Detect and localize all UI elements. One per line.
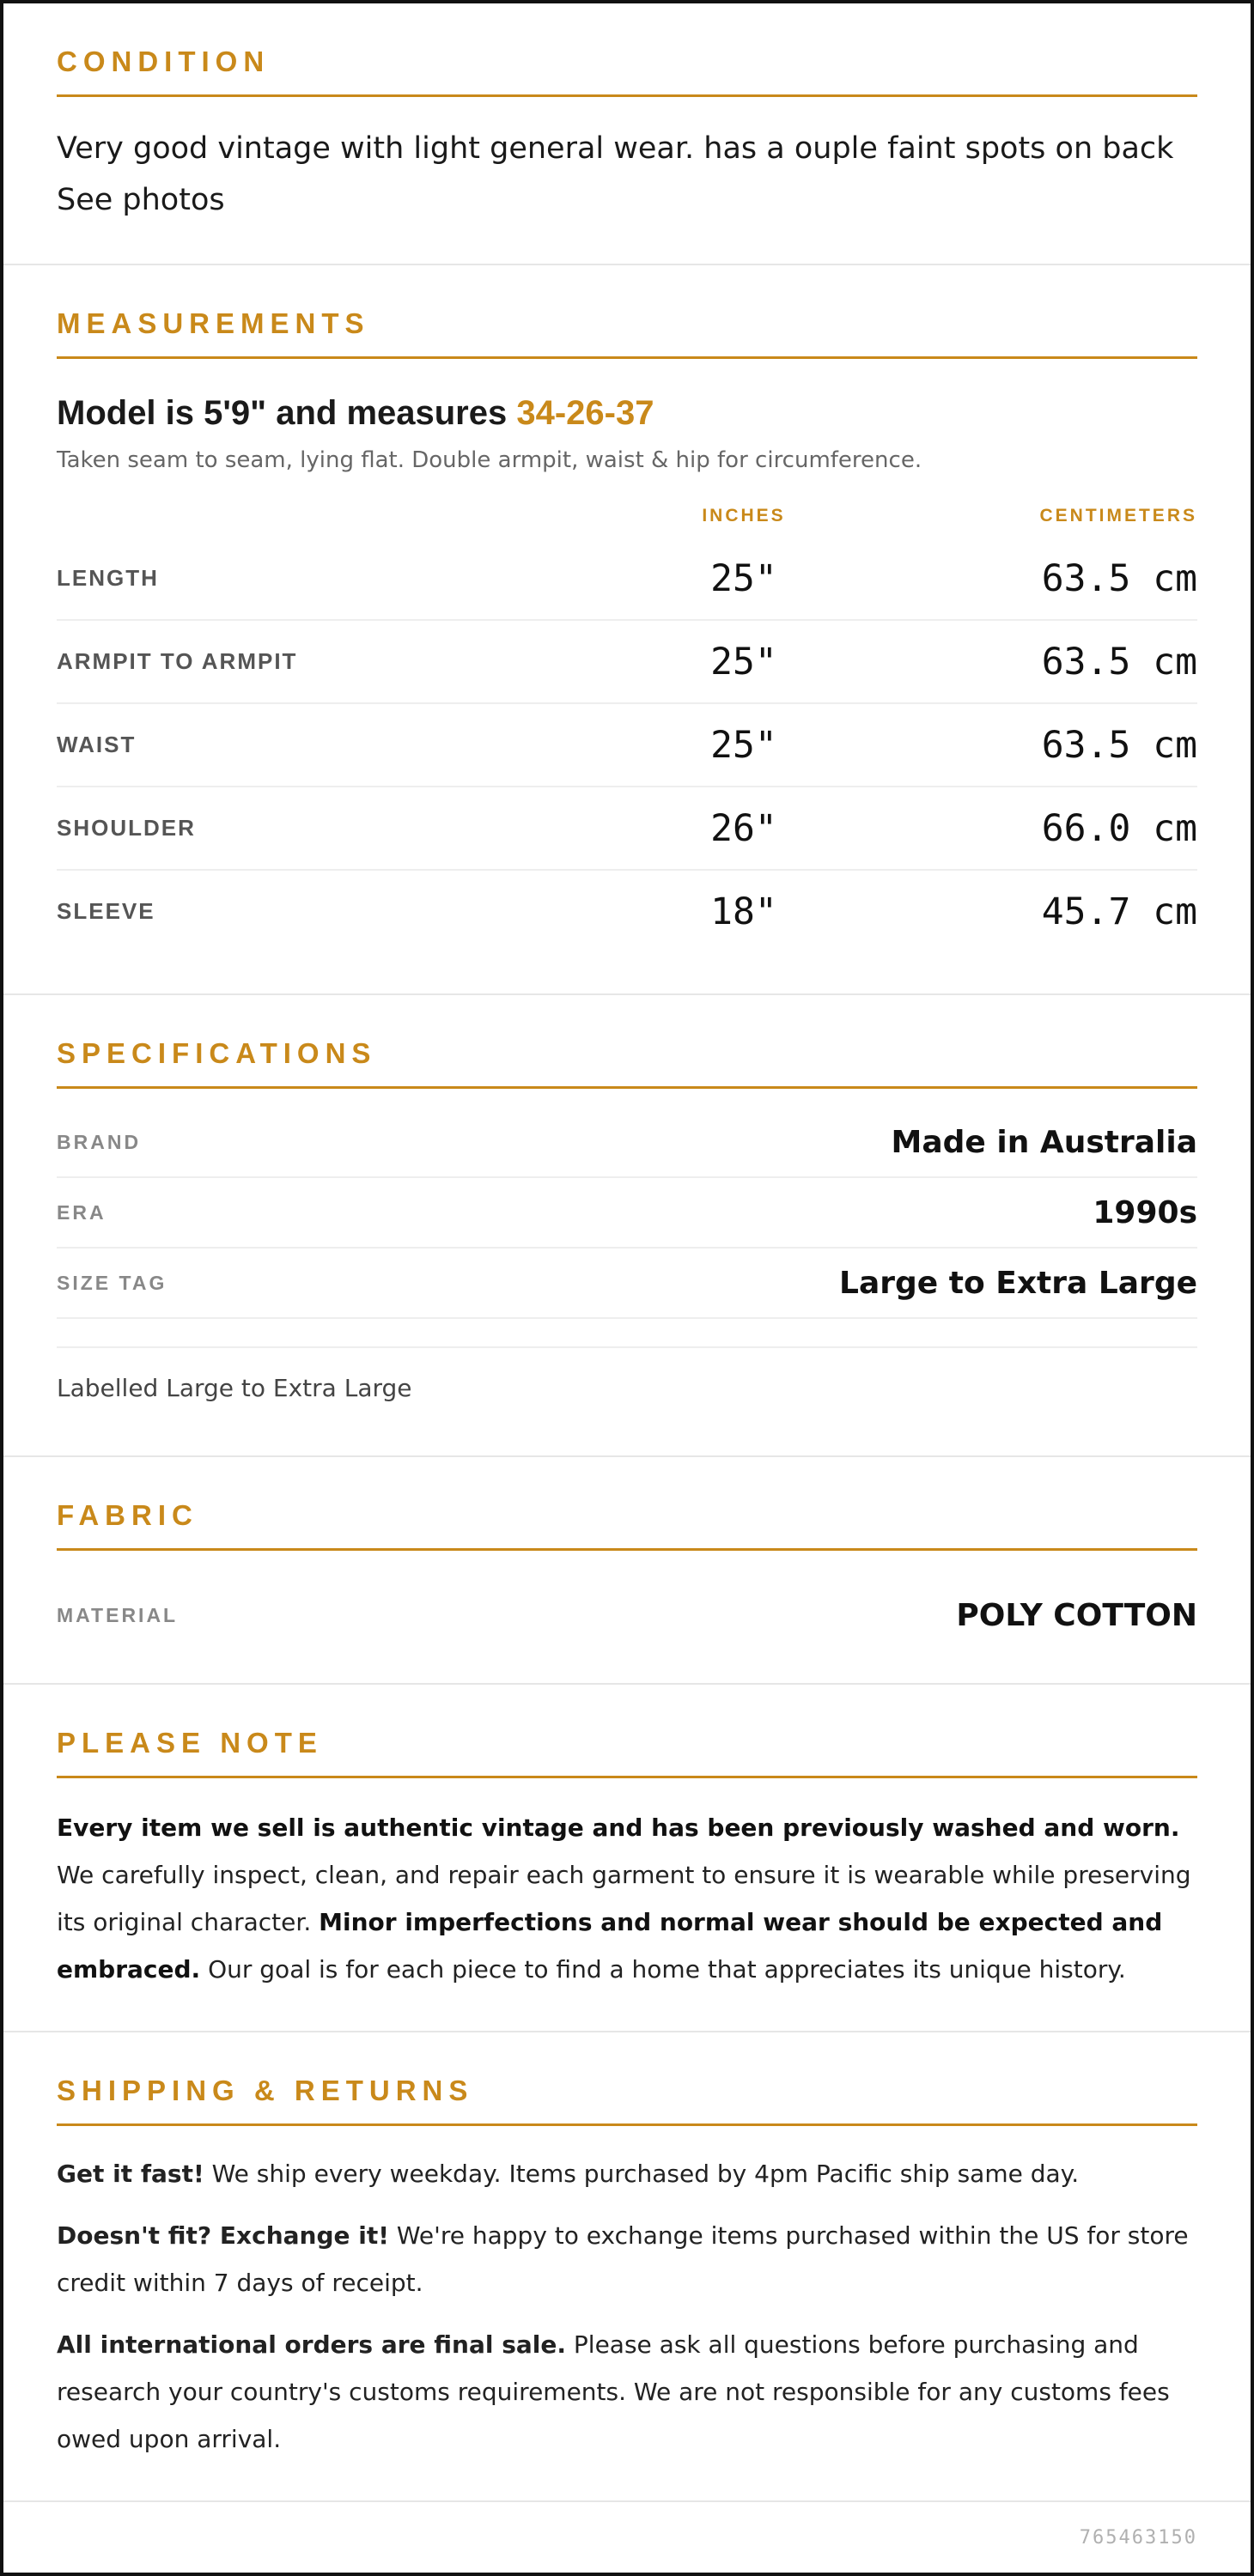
spec-key: BRAND — [57, 1130, 142, 1153]
shipping-text: We ship every weekday. Items purchased by 4pm Pacific ship same day. — [204, 2160, 1080, 2188]
measurement-label: SHOULDER — [57, 815, 196, 841]
measurement-centimeters: 63.5 cm — [1041, 640, 1197, 683]
measurement-inches: 18" — [710, 890, 777, 933]
spec-row-brand — [57, 1108, 1197, 1178]
measurement-inches: 26" — [710, 806, 777, 850]
measurement-row — [57, 704, 1197, 787]
spec-value: Large to Extra Large — [839, 1265, 1197, 1301]
material-value: POLY COTTON — [956, 1597, 1197, 1633]
shipping-bold: Get it fast! — [57, 2160, 204, 2188]
shipping-paragraph-fast — [57, 2150, 1197, 2197]
please-note-title: PLEASE NOTE — [57, 1726, 1197, 1778]
measurement-inches: 25" — [710, 556, 777, 600]
measurements-section — [3, 265, 1251, 995]
model-prefix: Model is 5'9" and measures — [57, 394, 517, 432]
please-note-bold-1: Every item we sell is authentic vintage and has been previously washed and worn. — [57, 1814, 1180, 1842]
spec-row-size-tag — [57, 1249, 1197, 1319]
please-note-bold-2: Minor imperfections and normal wear should be expected and embraced. — [57, 1908, 1163, 1984]
spec-value: Made in Australia — [891, 1124, 1197, 1160]
condition-title: CONDITION — [57, 45, 1197, 97]
model-measurements — [57, 392, 1197, 434]
please-note-section — [3, 1685, 1251, 2032]
model-measures-value: 34-26-37 — [516, 394, 654, 432]
measurement-centimeters: 63.5 cm — [1041, 723, 1197, 767]
spec-key: SIZE TAG — [57, 1271, 167, 1294]
spec-row-era — [57, 1178, 1197, 1249]
fabric-title: FABRIC — [57, 1498, 1197, 1551]
fabric-material-row — [57, 1577, 1197, 1654]
measurement-inches: 25" — [710, 640, 777, 683]
footer — [3, 2502, 1251, 2573]
measurement-note: Taken seam to seam, lying flat. Double armpit, waist & hip for circumference. — [57, 447, 922, 473]
measurement-label: LENGTH — [57, 565, 159, 591]
please-note-text-2: Our goal is for each piece to find a home that appreciates its unique history. — [200, 1955, 1126, 1984]
column-header-inches: INCHES — [702, 506, 786, 526]
please-note-text-1: We carefully inspect, clean, and repair each garment to ensure it is wearable while preserving its original character. — [57, 1861, 1191, 1936]
measurement-inches: 25" — [710, 723, 777, 767]
measurement-centimeters: 45.7 cm — [1041, 890, 1197, 933]
condition-section — [3, 3, 1251, 265]
shipping-returns-title: SHIPPING & RETURNS — [57, 2074, 1197, 2126]
fabric-section — [3, 1457, 1251, 1685]
shipping-bold: Doesn't fit? Exchange it! — [57, 2221, 389, 2250]
shipping-text: We're happy to exchange items purchased within the US for store credit within 7 days of receipt. — [57, 2221, 1189, 2297]
shipping-paragraph-exchange — [57, 2212, 1197, 2306]
shipping-text: Please ask all questions before purchasing and research your country's customs requirements. We are not responsible for any customs fees owed upon arrival. — [57, 2330, 1170, 2453]
measurement-label: ARMPIT TO ARMPIT — [57, 648, 298, 674]
measurements-table-header — [57, 495, 1197, 538]
spec-value: 1990s — [1093, 1194, 1197, 1230]
measurement-label: WAIST — [57, 732, 137, 757]
shipping-paragraph-international — [57, 2321, 1197, 2463]
shipping-returns-section — [3, 2032, 1251, 2502]
measurement-row — [57, 621, 1197, 704]
measurement-row — [57, 538, 1197, 621]
measurements-title: MEASUREMENTS — [57, 307, 1197, 359]
size-tag-note: Labelled Large to Extra Large — [57, 1346, 1197, 1402]
measurement-row — [57, 871, 1197, 952]
material-key: MATERIAL — [57, 1603, 179, 1626]
specifications-title: SPECIFICATIONS — [57, 1036, 1197, 1089]
measurement-centimeters: 63.5 cm — [1041, 556, 1197, 600]
specifications-section — [3, 995, 1251, 1457]
please-note-text — [57, 1804, 1197, 1993]
measurement-centimeters: 66.0 cm — [1041, 806, 1197, 850]
measurement-row — [57, 787, 1197, 871]
column-header-centimeters: CENTIMETERS — [1039, 506, 1197, 526]
sku-number: 765463150 — [1079, 2526, 1197, 2549]
measurement-label: SLEEVE — [57, 898, 155, 924]
measurements-table — [57, 495, 1197, 952]
spec-key: ERA — [57, 1200, 107, 1224]
shipping-bold: All international orders are final sale. — [57, 2330, 567, 2359]
specifications-list — [57, 1108, 1197, 1319]
condition-description: Very good vintage with light general wear. has a ouple faint spots on back See photos — [57, 131, 1174, 217]
